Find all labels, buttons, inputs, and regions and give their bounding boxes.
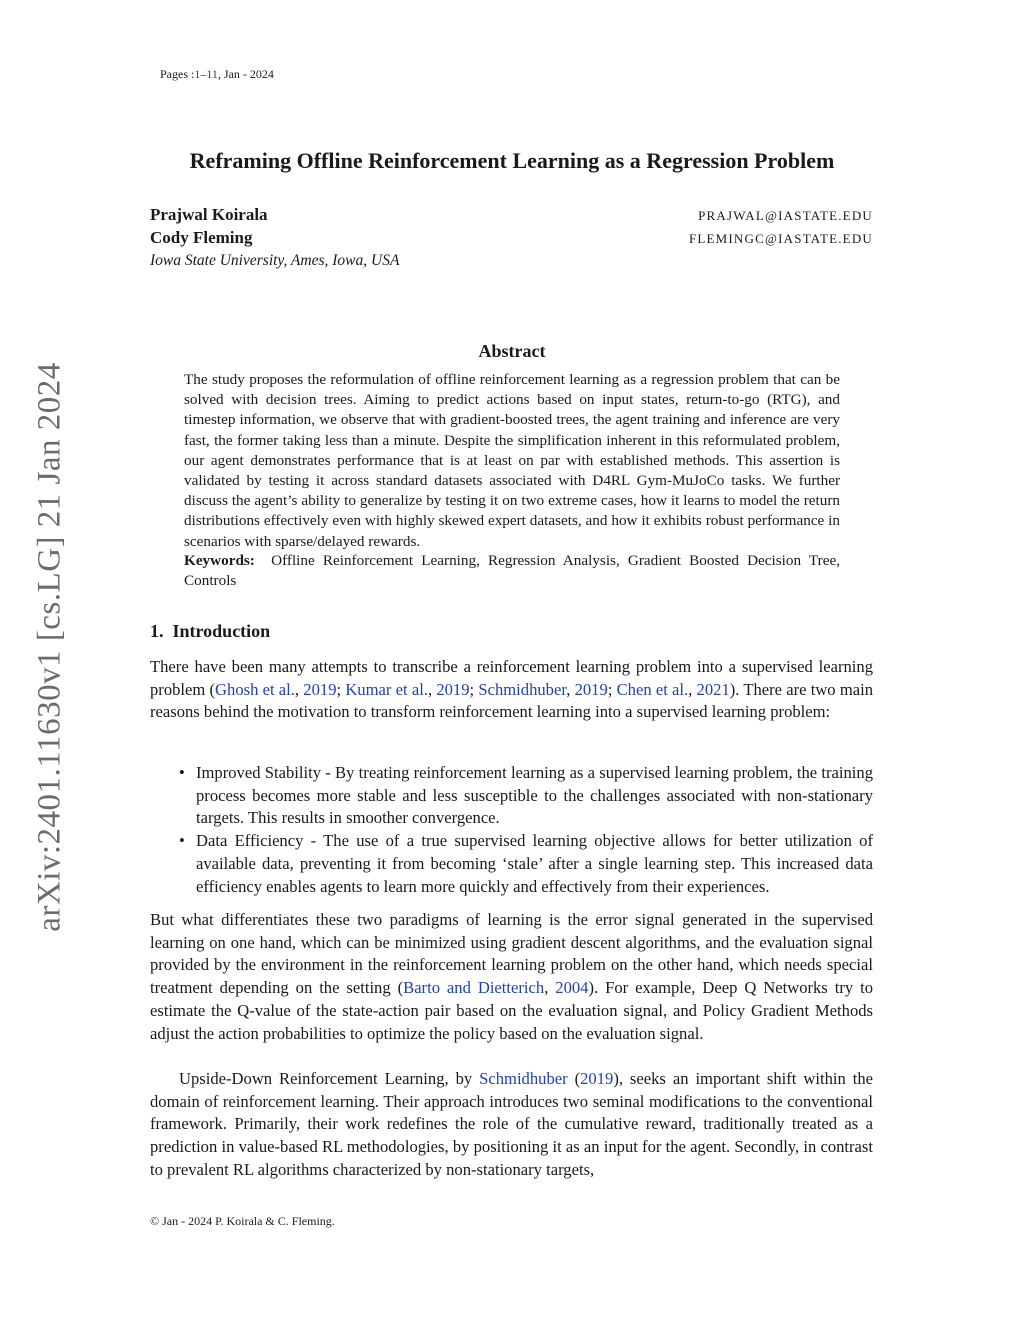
list-item-text: Data Efficiency - The use of a true supervised learning objective allows for better utilization of available data, preventing it from becoming ‘stale’ after a single learning step. This increased data efficiency enables agents to learn more quickly and effectively from their experiences. <box>196 831 873 896</box>
citation-separator: ( <box>567 1069 581 1088</box>
page-range-header <box>160 67 274 82</box>
abstract-heading: Abstract <box>478 341 546 361</box>
author-row <box>150 205 873 227</box>
paragraph-text: ). There are two main reasons behind the motivation to transform reinforcement learning into a supervised learning problem: <box>150 679 874 722</box>
paper-title: Reframing Offline Reinforcement Learning as a Regression Problem <box>189 148 835 173</box>
citation-link[interactable]: Ghosh et al. <box>215 679 295 699</box>
page-range-dash: – <box>200 67 207 81</box>
citation-year-link[interactable]: 2019 <box>574 679 608 699</box>
citation-separator: ; <box>607 679 617 699</box>
paragraph-text: ), seeks an important shift within the domain of reinforcement learning. Their approach introduces two seminal modifications to the conventional framework. Primarily, their work redefines the role of the cumulative reward, traditionally treated as a prediction in value-based RL methodologies, by positioning it as an input for the agent. Secondly, in contrast to prevalent RL algorithms characterized by non-stationary targets, <box>150 1069 873 1179</box>
citation-year-link[interactable]: 2004 <box>555 978 589 998</box>
section-heading <box>150 621 270 642</box>
paragraph-text: There have been many attempts to transcribe a reinforcement learning problem into a supervised learning problem ( <box>150 657 873 699</box>
list-item <box>150 762 873 830</box>
citation-year-link[interactable]: 2019 <box>436 679 470 699</box>
pages-suffix: , Jan - 2024 <box>217 67 274 81</box>
intro-paragraph-1 <box>150 656 873 724</box>
citation-link[interactable]: Schmidhuber <box>479 1069 568 1088</box>
copyright-footer: © Jan - 2024 P. Koirala & C. Fleming. <box>150 1214 335 1228</box>
citation-link[interactable]: Kumar et al. <box>345 679 428 699</box>
citation-link[interactable]: Barto and Dietterich <box>403 978 545 998</box>
citation-year-link[interactable]: 2019 <box>303 679 337 699</box>
section-title: Introduction <box>172 621 271 641</box>
intro-paragraph-2 <box>150 909 873 1045</box>
citation-separator: , <box>544 978 556 998</box>
arxiv-identifier-stamp: arXiv:2401.11630v1 [cs.LG] 21 Jan 2024 <box>31 362 68 932</box>
page-end-link[interactable]: 11 <box>206 67 218 81</box>
paragraph-text: Upside-Down Reinforcement Learning, by <box>179 1069 480 1088</box>
citation-separator: , <box>294 679 304 699</box>
paragraph-text: ). For example, Deep Q Networks try to estimate the Q-value of the state-action pair based on the evaluation signal, and Policy Gradient Methods adjust the action probabilities to optimize the policy based on the evaluation signal. <box>150 978 873 1043</box>
citation-separator: , <box>566 679 575 699</box>
bullet-icon: • <box>179 763 185 782</box>
keywords <box>184 551 840 591</box>
paragraph-text: But what differentiates these two paradigms of learning is the error signal generated in the supervised learning on one hand, which can be minimized using gradient descent algorithms, and the evaluation signal provided by the environment in the reinforcement learning problem on the other hand, which needs special treatment depending on the setting ( <box>150 910 873 998</box>
affiliation: Iowa State University, Ames, Iowa, USA <box>150 252 400 269</box>
bullet-list <box>150 762 873 898</box>
keywords-label: Keywords: <box>184 552 255 569</box>
citation-separator: ; <box>469 679 479 699</box>
list-item <box>150 830 873 898</box>
section-number: 1. <box>150 621 164 641</box>
pages-prefix: Pages : <box>160 67 195 81</box>
abstract-body: The study proposes the reformulation of offline reinforcement learning as a regression problem that can be solved with decision trees. Aiming to predict actions based on input states, return-to-go (RTG), and timestep information, we observe that with gradient-boosted trees, the agent training and inference are very fast, the former taking less than a minute. Despite the simplification inherent in this reformulated problem, our agent demonstrates performance that is at least on par with established methods. This assertion is validated by testing it across standard datasets associated with D4RL Gym-MuJoCo tasks. We further discuss the agent’s ability to generalize by testing it on two extreme cases, how it learns to model the return distributions effectively even with highly skewed expert datasets, and how it exhibits robust performance in scenarios with sparse/delayed rewards. <box>184 371 840 550</box>
keywords-list: Offline Reinforcement Learning, Regression Analysis, Gradient Boosted Decision Tree, Controls <box>184 552 840 590</box>
citation-separator: , <box>427 679 437 699</box>
citation-link[interactable]: Schmidhuber <box>478 679 567 699</box>
citation-separator: , <box>688 679 697 699</box>
author-email: PRAJWAL@IASTATE.EDU <box>698 208 873 223</box>
citation-year-link[interactable]: 2021 <box>696 679 730 699</box>
citation-link[interactable]: Chen et al. <box>616 679 689 699</box>
bullet-icon: • <box>179 831 185 851</box>
citation-year-link[interactable]: 2019 <box>580 1069 614 1088</box>
page-start-link[interactable]: 1 <box>194 67 201 81</box>
author-name: Prajwal Koirala <box>150 205 268 224</box>
author-name: Cody Fleming <box>150 228 253 247</box>
citation-separator: ; <box>336 679 346 699</box>
list-item-text: Improved Stability - By treating reinforcement learning as a supervised learning problem, the training process becomes more stable and less susceptible to the challenges associated with non-stationary targets. This results in smoother convergence. <box>196 763 873 828</box>
intro-paragraph-3 <box>150 1068 873 1182</box>
author-email: FLEMINGC@IASTATE.EDU <box>688 231 873 246</box>
author-row <box>150 228 873 250</box>
